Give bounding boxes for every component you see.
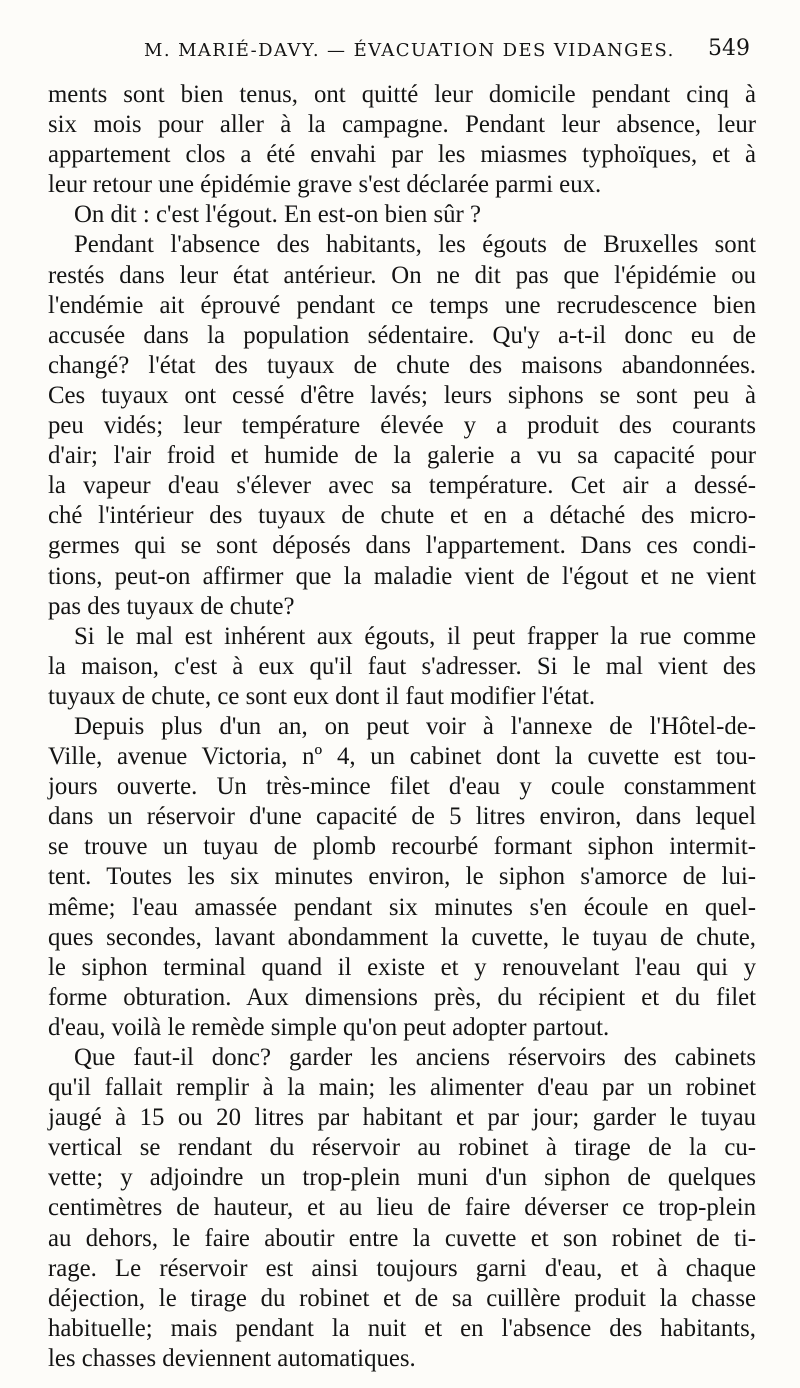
text-line: Depuis plus d'un an, on peut voir à l'annexe de l'Hôtel-de- <box>74 712 756 740</box>
text-line: dans un réservoir d'une capacité de 5 litres environ, dans lequel <box>48 803 756 831</box>
text-line: la maison, c'est à eux qu'il faut s'adresser. Si le mal vient des <box>48 652 756 680</box>
text-line: tent. Toutes les six minutes environ, le siphon s'amorce de lui- <box>48 863 756 891</box>
text-line: ques secondes, lavant abondamment la cuvette, le tuyau de chute, <box>48 923 756 951</box>
page-number: 549 <box>708 36 750 61</box>
text-line: qu'il fallait remplir à la main; les alimenter d'eau par un robinet <box>48 1074 756 1102</box>
text-line: Ville, avenue Victoria, nº 4, un cabinet dont la cuvette est tou- <box>48 743 756 771</box>
text-line: ments sont bien tenus, ont quitté leur domicile pendant cinq à <box>48 81 756 108</box>
text-line: leur retour une épidémie grave s'est déclarée parmi eux. <box>48 171 602 199</box>
text-line: pas des tuyaux de chute? <box>48 592 295 620</box>
text-line: la vapeur d'eau s'élever avec sa température. Cet air a dessé- <box>48 472 756 500</box>
text-line: vertical se rendant du réservoir au robinet à tirage de la cu- <box>48 1134 756 1162</box>
text-line: forme obturation. Aux dimensions près, du récipient et du filet <box>48 983 756 1011</box>
text-line: habituelle; mais pendant la nuit et en l'absence des habitants, <box>48 1314 756 1342</box>
text-line: Si le mal est inhérent aux égouts, il peut frapper la rue comme <box>74 622 756 650</box>
body-text <box>48 80 756 1374</box>
text-line: tions, peut-on affirmer que la maladie vient de l'égout et ne vient <box>48 562 756 590</box>
text-line: Que faut-il donc? garder les anciens réservoirs des cabinets <box>74 1044 756 1071</box>
running-head <box>48 36 752 70</box>
text-line: germes qui se sont déposés dans l'appartement. Dans ces condi- <box>48 532 756 560</box>
text-line: le siphon terminal quand il existe et y renouvelant l'eau qui y <box>48 953 756 981</box>
text-line: changé? l'état des tuyaux de chute des maisons abandonnées. <box>48 351 756 379</box>
text-line: six mois pour aller à la campagne. Pendant leur absence, leur <box>48 111 756 139</box>
text-line: l'endémie ait éprouvé pendant ce temps une recrudescence bien <box>48 291 756 319</box>
text-line: se trouve un tuyau de plomb recourbé formant siphon intermit- <box>48 833 756 861</box>
text-line: vette; y adjoindre un trop-plein muni d'un siphon de quelques <box>48 1164 756 1192</box>
text-line: On dit : c'est l'égout. En est-on bien sûr ? <box>74 201 481 229</box>
text-line: jours ouverte. Un très-mince filet d'eau y coule constamment <box>48 773 756 801</box>
text-line: d'eau, voilà le remède simple qu'on peut adopter partout. <box>48 1013 610 1041</box>
text-line: d'air; l'air froid et humide de la galerie a vu sa capacité pour <box>48 442 756 470</box>
text-line: Pendant l'absence des habitants, les égouts de Bruxelles sont <box>74 231 756 259</box>
text-line: les chasses deviennent automatiques. <box>48 1344 416 1372</box>
text-line: déjection, le tirage du robinet et de sa cuillère produit la chasse <box>48 1284 756 1312</box>
text-line: même; l'eau amassée pendant six minutes s'en écoule en quel- <box>48 893 756 921</box>
text-line: tuyaux de chute, ce sont eux dont il faut modifier l'état. <box>48 682 596 710</box>
text-line: ché l'intérieur des tuyaux de chute et en a détaché des micro- <box>48 502 756 530</box>
text-line: accusée dans la population sédentaire. Qu'y a-t-il donc eu de <box>48 321 756 349</box>
text-line: appartement clos a été envahi par les miasmes typhoïques, et à <box>48 141 756 169</box>
text-line: Ces tuyaux ont cessé d'être lavés; leurs siphons se sont peu à <box>48 381 756 409</box>
text-line: centimètres de hauteur, et au lieu de faire déverser ce trop-plein <box>48 1194 756 1222</box>
text-line: peu vidés; leur température élevée y a produit des courants <box>48 412 756 440</box>
text-line: jaugé à 15 ou 20 litres par habitant et par jour; garder le tuyau <box>48 1104 756 1132</box>
text-line: restés dans leur état antérieur. On ne dit pas que l'épidémie ou <box>48 261 756 289</box>
text-line: rage. Le réservoir est ainsi toujours garni d'eau, et à chaque <box>48 1254 756 1282</box>
text-line: au dehors, le faire aboutir entre la cuvette et son robinet de ti- <box>48 1224 756 1252</box>
running-title: M. MARIÉ-DAVY. — ÉVACUATION DES VIDANGES. <box>144 40 675 61</box>
